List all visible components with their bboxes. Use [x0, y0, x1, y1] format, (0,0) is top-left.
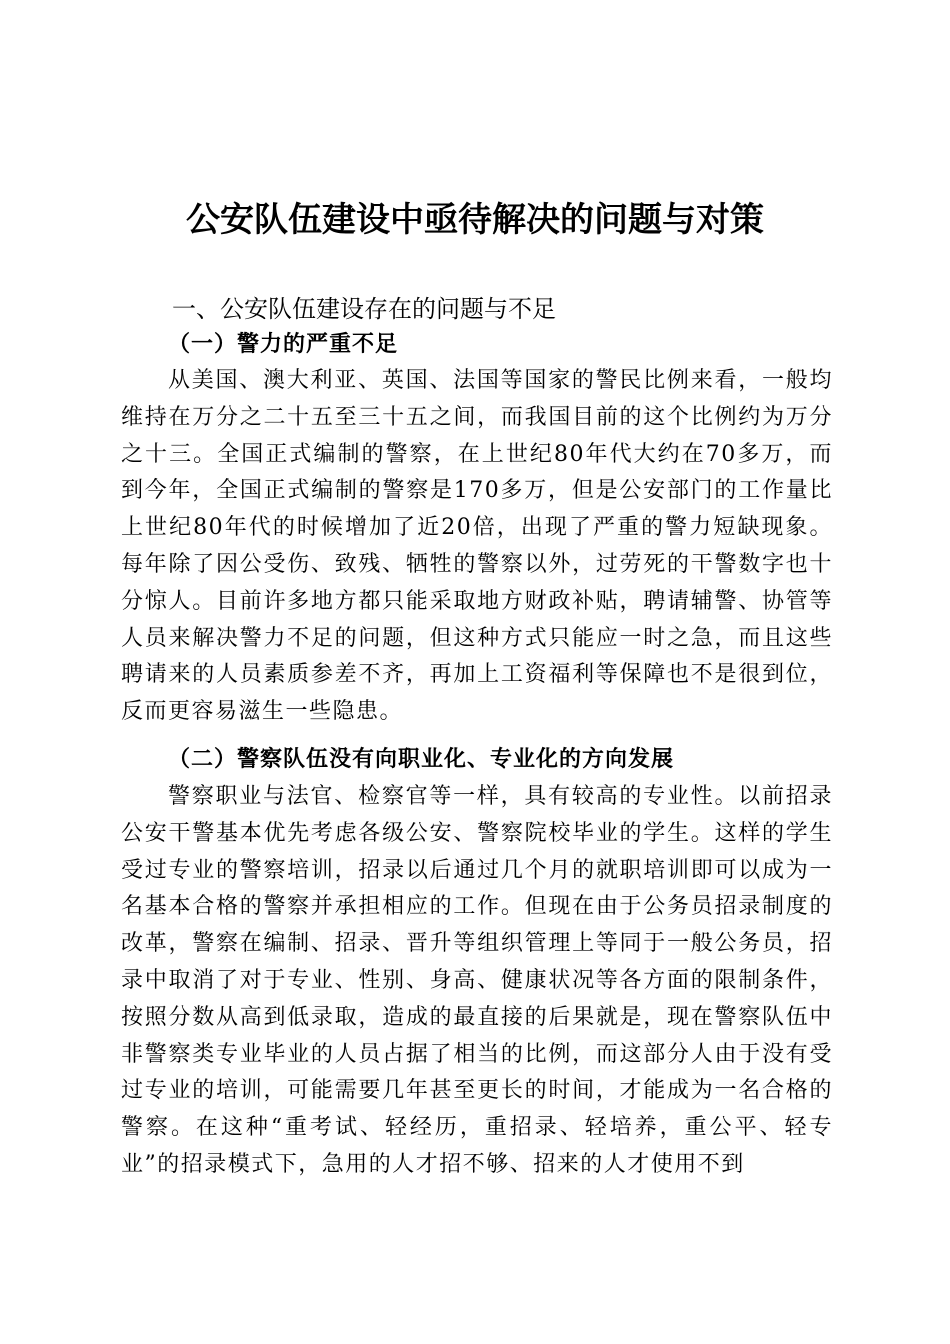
subsection-heading-professionalization: （二）警察队伍没有向职业化、专业化的方向发展 [168, 746, 675, 772]
document-title: 公安队伍建设中亟待解决的问题与对策 [186, 200, 764, 240]
subsection-heading-police-shortage: （一）警力的严重不足 [168, 331, 399, 357]
section-heading-problems: 一、公安队伍建设存在的问题与不足 [172, 295, 556, 323]
paragraph-professionalization: 警察职业与法官、检察官等一样，具有较高的专业性。以前招录公安干警基本优先考虑各级公安、警察院校毕业的学生。这样的学生受过专业的警察培训，招录以后通过几个月的就职培训即可以成为一名基本合格的警察并承担相应的工作。但现在由于公务员招录制度的改革，警察在编制、招录、晋升等组织管理上等同于一般公务员，招录中取消了对于专业、性别、身高、健康状况等各方面的限制条件，按照分数从高到低录取，造成的最直接的后果就是，现在警察队伍中非警察类专业毕业的人员占据了相当的比例，而这部分人由于没有受过专业的培训，可能需要几年甚至更长的时间，才能成为一名合格的警察。在这种“重考试、轻经历，重招录、轻培养，重公平、轻专业”的招录模式下，急用的人才招不够、招来的人才使用不到 [121, 784, 833, 1177]
paragraph-police-shortage: 从美国、澳大利亚、英国、法国等国家的警民比例来看，一般均维持在万分之二十五至三十五之间，而我国目前的这个比例约为万分之十三。全国正式编制的警察，在上世纪80年代大约在70多万，而到今年，全国正式编制的警察是170多万，但是公安部门的工作量比上世纪80年代的时候增加了近20倍，出现了严重的警力短缺现象。每年除了因公受伤、致残、牺牲的警察以外，过劳死的干警数字也十分惊人。目前许多地方都只能采取地方财政补贴，聘请辅警、协管等人员来解决警力不足的问题，但这种方式只能应一时之急，而且这些聘请来的人员素质参差不齐，再加上工资福利等保障也不是很到位，反而更容易滋生一些隐患。 [121, 368, 833, 725]
